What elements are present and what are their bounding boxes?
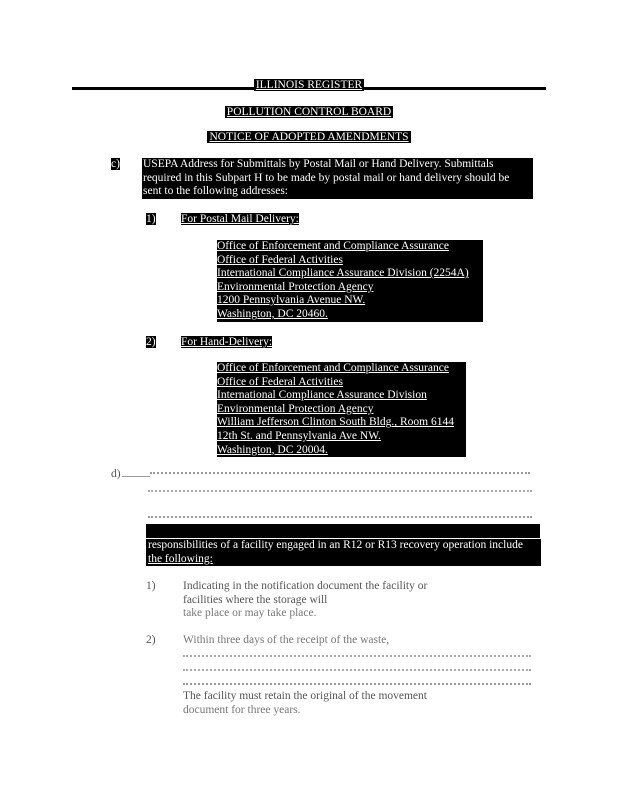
- section-c-text: [142, 158, 533, 199]
- section-c-marker: c): [111, 158, 120, 170]
- degraded-text-line: [183, 683, 531, 685]
- section-d-line: the following:: [148, 552, 213, 565]
- d-item-2-marker: 2): [146, 634, 156, 646]
- d-item-1-line: Indicating in the notification document the facility or: [183, 580, 428, 592]
- section-d-marker: d): [111, 468, 121, 480]
- address-line: Washington, DC 20460.: [217, 307, 328, 320]
- d-item-2-line: Within three days of the receipt of the waste,: [183, 634, 390, 646]
- section-c-line: sent to the following addresses:: [143, 185, 289, 198]
- redaction-bar: [146, 524, 540, 538]
- header-notice: NOTICE OF ADOPTED AMENDMENTS: [209, 131, 409, 143]
- address-line: Environmental Protection Agency: [217, 402, 374, 415]
- hand-delivery-address: [217, 362, 466, 457]
- degraded-text-line: [148, 516, 532, 518]
- address-line: Washington, DC 20004.: [217, 443, 328, 456]
- section-d-text: [146, 539, 541, 566]
- degraded-text-line: [183, 669, 531, 671]
- item-2-label: For Hand-Delivery:: [181, 336, 273, 348]
- header-board: POLLUTION CONTROL BOARD: [226, 106, 392, 118]
- d-item-1-marker: 1): [146, 580, 156, 592]
- address-line: Office of Enforcement and Compliance Assurance: [217, 362, 449, 374]
- address-line: International Compliance Assurance Division (2254A): [217, 267, 469, 280]
- header-register: ILLINOIS REGISTER: [255, 79, 363, 91]
- degraded-text-line: [122, 476, 150, 477]
- item-1-marker: 1): [146, 213, 156, 225]
- item-1-label: For Postal Mail Delivery:: [181, 213, 299, 225]
- address-line: Office of Federal Activities: [217, 253, 343, 266]
- address-line: Office of Federal Activities: [217, 375, 343, 388]
- address-line: Office of Enforcement and Compliance Assurance: [217, 240, 449, 252]
- section-c-line: required in this Subpart H to be made by postal mail or hand delivery should be: [143, 171, 510, 184]
- d-item-2-line: document for three years.: [183, 704, 301, 716]
- d-item-1-line: take place or may take place.: [183, 607, 317, 620]
- address-line: Environmental Protection Agency: [217, 280, 374, 293]
- address-line: 12th St. and Pennsylvania Ave NW.: [217, 429, 381, 442]
- degraded-text-line: [183, 655, 531, 657]
- address-line: 1200 Pennsylvania Avenue NW.: [217, 294, 366, 307]
- address-line: William Jefferson Clinton South Bldg., Room 6144: [217, 416, 454, 429]
- d-item-1-text: [183, 580, 533, 621]
- degraded-text-line: [148, 490, 532, 492]
- degraded-text-line: [150, 472, 530, 474]
- d-item-1-line: facilities where the storage will: [183, 593, 328, 606]
- postal-address: [217, 240, 483, 322]
- section-c-line: USEPA Address for Submittals by Postal Mail or Hand Delivery. Submittals: [143, 158, 494, 170]
- item-2-marker: 2): [146, 336, 156, 348]
- address-line: International Compliance Assurance Division: [217, 389, 427, 402]
- d-item-2-line: The facility must retain the original of the movement: [183, 690, 427, 702]
- section-d-line: responsibilities of a facility engaged in an R12 or R13 recovery operation include: [148, 539, 523, 551]
